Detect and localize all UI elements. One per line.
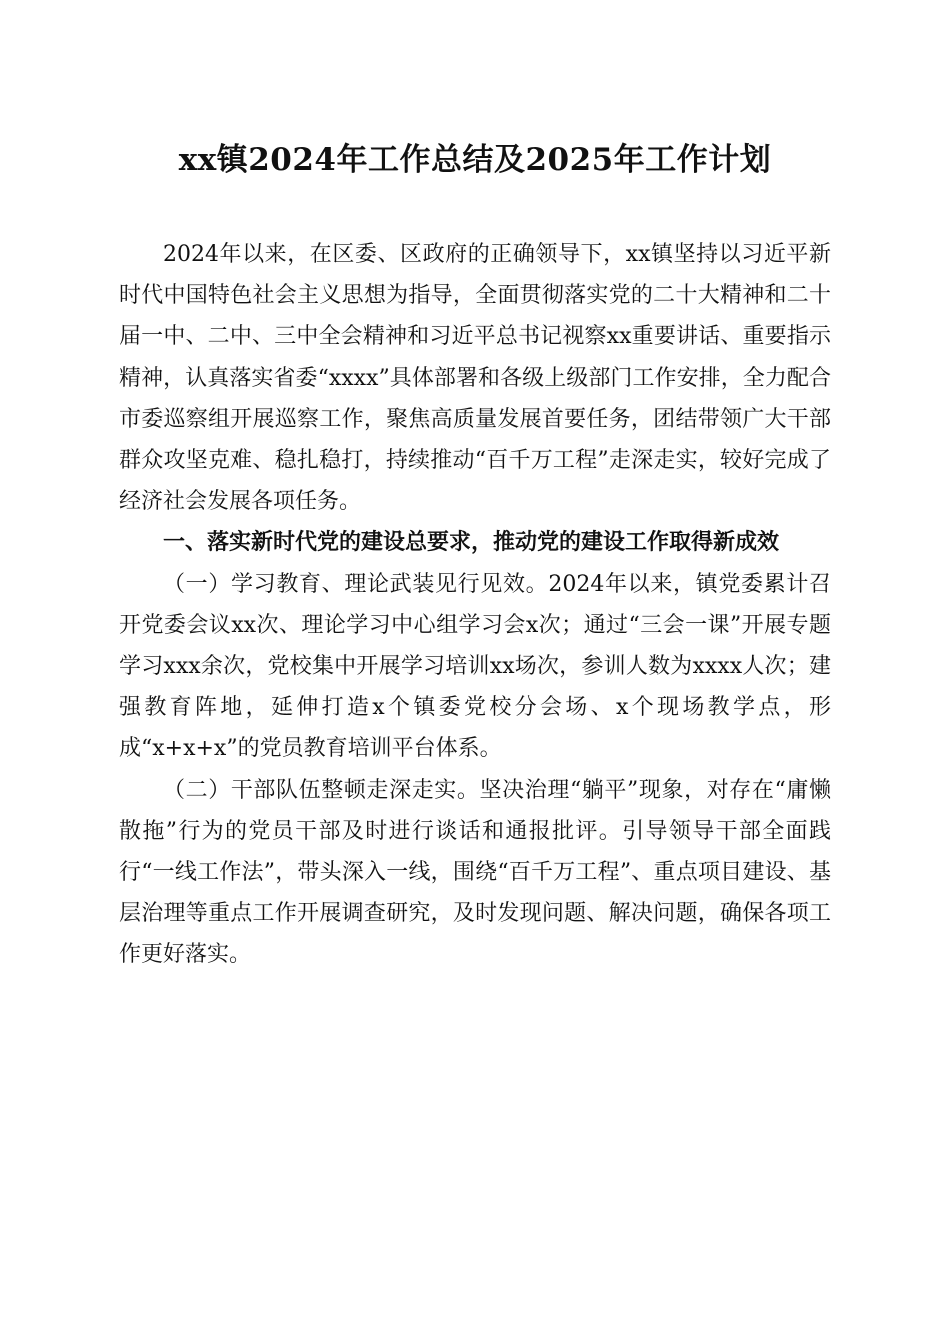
item-paragraph-1: （一）学习教育、理论武装见行见效。2024年以来，镇党委累计召开党委会议xx次、理论学习中心组学习会x次；通过“三会一课”开展专题学习xxx余次，党校集中开展学习培训xx场次，参训人数为xxxx人次；建强教育阵地，延伸打造x个镇委党校分会场、x个现场教学点，形成“x+x+x”的党员教育培训平台体系。 — [119, 571, 831, 762]
intro-paragraph: 2024年以来，在区委、区政府的正确领导下，xx镇坚持以习近平新时代中国特色社会主义思想为指导，全面贯彻落实党的二十大精神和二十届一中、二中、三中全会精神和习近平总书记视察xx重要讲话、重要指示精神，认真落实省委“xxxx”具体部署和各级上级部门工作安排，全力配合市委巡察组开展巡察工作，聚焦高质量发展首要任务，团结带领广大干部群众攻坚克难、稳扎稳打，持续推动“百千万工程”走深走实，较好完成了经济社会发展各项任务。 — [119, 242, 831, 515]
section-heading-1: 一、落实新时代党的建设总要求，推动党的建设工作取得新成效 — [163, 530, 780, 556]
item-paragraph-2: （二）干部队伍整顿走深走实。坚决治理“躺平”现象，对存在“庸懒散拖”行为的党员干部及时进行谈话和通报批评。引导领导干部全面践行“一线工作法”，带头深入一线，围绕“百千万工程”、重点项目建设、基层治理等重点工作开展调查研究，及时发现问题、解决问题，确保各项工作更好落实。 — [119, 777, 831, 968]
document-title: xx镇2024年工作总结及2025年工作计划 — [178, 142, 772, 178]
document-body — [119, 234, 831, 976]
